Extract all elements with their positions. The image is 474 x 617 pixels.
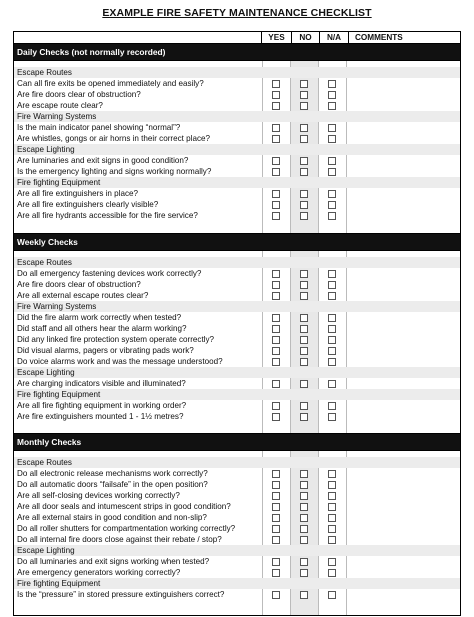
yes-checkbox[interactable] bbox=[272, 347, 280, 355]
checklist-item bbox=[14, 589, 460, 600]
comments-cell[interactable] bbox=[347, 411, 457, 422]
checklist-item bbox=[14, 567, 460, 578]
yes-checkbox[interactable] bbox=[272, 470, 280, 478]
question-text: Are all door seals and intumescent strips in good condition? bbox=[17, 502, 231, 511]
yes-column-header: YES bbox=[261, 32, 291, 44]
section-body bbox=[14, 451, 460, 615]
question-text: Are emergency generators working correctly? bbox=[17, 568, 181, 577]
na-checkbox[interactable] bbox=[328, 481, 336, 489]
subsection-heading bbox=[14, 177, 460, 188]
comments-cell[interactable] bbox=[347, 523, 457, 534]
yes-checkbox[interactable] bbox=[272, 380, 280, 388]
no-checkbox[interactable] bbox=[300, 314, 308, 322]
yes-checkbox[interactable] bbox=[272, 413, 280, 421]
yes-checkbox[interactable] bbox=[272, 201, 280, 209]
checklist-item bbox=[14, 512, 460, 523]
yes-checkbox[interactable] bbox=[272, 168, 280, 176]
question-text: Are all self-closing devices working correctly? bbox=[17, 491, 180, 500]
section-body bbox=[14, 61, 460, 237]
no-checkbox[interactable] bbox=[300, 380, 308, 388]
yes-checkbox[interactable] bbox=[272, 536, 280, 544]
question-text: Did the fire alarm work correctly when tested? bbox=[17, 313, 182, 322]
na-checkbox[interactable] bbox=[328, 380, 336, 388]
question-text: Is the “pressure” in stored pressure extinguishers correct? bbox=[17, 590, 225, 599]
comments-column-header: COMMENTS bbox=[348, 32, 460, 44]
no-checkbox[interactable] bbox=[300, 80, 308, 88]
checklist-item bbox=[14, 210, 460, 221]
checklist-item bbox=[14, 279, 460, 290]
na-checkbox[interactable] bbox=[328, 413, 336, 421]
na-checkbox[interactable] bbox=[328, 558, 336, 566]
checklist-item bbox=[14, 400, 460, 411]
na-checkbox[interactable] bbox=[328, 135, 336, 143]
question-text: Do all electronic release mechanisms work correctly? bbox=[17, 469, 208, 478]
checklist-item bbox=[14, 468, 460, 479]
question-text: Do all automatic doors “failsafe” in the open position? bbox=[17, 480, 208, 489]
na-checkbox[interactable] bbox=[328, 314, 336, 322]
section-body bbox=[14, 251, 460, 435]
question-text: Are all fire extinguishers in place? bbox=[17, 189, 139, 198]
no-checkbox[interactable] bbox=[300, 325, 308, 333]
yes-checkbox[interactable] bbox=[272, 190, 280, 198]
no-checkbox[interactable] bbox=[300, 470, 308, 478]
na-checkbox[interactable] bbox=[328, 281, 336, 289]
comments-cell[interactable] bbox=[347, 589, 457, 600]
checklist-item bbox=[14, 268, 460, 279]
question-text: Are whistles, gongs or air horns in their correct place? bbox=[17, 134, 210, 143]
checklist-item bbox=[14, 334, 460, 345]
question-text: Are fire doors clear of obstruction? bbox=[17, 90, 141, 99]
na-column-header: N/A bbox=[319, 32, 348, 44]
checklist-item bbox=[14, 345, 460, 356]
no-checkbox[interactable] bbox=[300, 492, 308, 500]
comments-cell[interactable] bbox=[347, 378, 457, 389]
no-column-header: NO bbox=[291, 32, 319, 44]
no-checkbox[interactable] bbox=[300, 124, 308, 132]
subsection-label: Escape Routes bbox=[17, 258, 72, 267]
na-checkbox[interactable] bbox=[328, 492, 336, 500]
question-text: Are all fire hydrants accessible for the fire service? bbox=[17, 211, 198, 220]
subsection-label: Fire Warning Systems bbox=[17, 302, 97, 311]
question-text: Is the emergency lighting and signs working normally? bbox=[17, 167, 212, 176]
comments-cell[interactable] bbox=[347, 122, 457, 133]
na-checkbox[interactable] bbox=[328, 347, 336, 355]
subsection-heading bbox=[14, 457, 460, 468]
question-text: Are luminaries and exit signs in good condition? bbox=[17, 156, 189, 165]
subsection-heading bbox=[14, 111, 460, 122]
yes-checkbox[interactable] bbox=[272, 157, 280, 165]
comments-cell[interactable] bbox=[347, 356, 457, 367]
question-text: Do all luminaries and exit signs working when tested? bbox=[17, 557, 210, 566]
subsection-label: Fire Warning Systems bbox=[17, 112, 97, 121]
comments-cell[interactable] bbox=[347, 210, 457, 221]
na-checkbox[interactable] bbox=[328, 536, 336, 544]
question-text: Do voice alarms work and was the message understood? bbox=[17, 357, 223, 366]
subsection-heading bbox=[14, 389, 460, 400]
section-title: Weekly Checks bbox=[14, 234, 460, 251]
na-checkbox[interactable] bbox=[328, 168, 336, 176]
na-checkbox[interactable] bbox=[328, 470, 336, 478]
no-checkbox[interactable] bbox=[300, 413, 308, 421]
question-text: Did visual alarms, pagers or vibrating pads work? bbox=[17, 346, 194, 355]
no-checkbox[interactable] bbox=[300, 569, 308, 577]
yes-checkbox[interactable] bbox=[272, 525, 280, 533]
na-checkbox[interactable] bbox=[328, 91, 336, 99]
checklist-item bbox=[14, 490, 460, 501]
question-text: Are all fire extinguishers clearly visible? bbox=[17, 200, 159, 209]
checklist-item bbox=[14, 479, 460, 490]
question-text: Are fire doors clear of obstruction? bbox=[17, 280, 141, 289]
na-checkbox[interactable] bbox=[328, 292, 336, 300]
section-monthly-checks bbox=[13, 433, 461, 616]
checklist-item bbox=[14, 100, 460, 111]
question-text: Can all fire exits be opened immediately and easily? bbox=[17, 79, 204, 88]
yes-checkbox[interactable] bbox=[272, 292, 280, 300]
question-text: Are escape route clear? bbox=[17, 101, 103, 110]
subsection-label: Escape Routes bbox=[17, 458, 72, 467]
section-weekly-checks bbox=[13, 233, 461, 436]
na-checkbox[interactable] bbox=[328, 402, 336, 410]
comments-cell[interactable] bbox=[347, 345, 457, 356]
no-checkbox[interactable] bbox=[300, 135, 308, 143]
checklist-item bbox=[14, 155, 460, 166]
yes-checkbox[interactable] bbox=[272, 281, 280, 289]
comments-cell[interactable] bbox=[347, 155, 457, 166]
na-checkbox[interactable] bbox=[328, 157, 336, 165]
yes-checkbox[interactable] bbox=[272, 569, 280, 577]
no-checkbox[interactable] bbox=[300, 201, 308, 209]
subsection-label: Escape Lighting bbox=[17, 145, 75, 154]
comments-cell[interactable] bbox=[347, 89, 457, 100]
section-title: Daily Checks (not normally recorded) bbox=[14, 44, 460, 61]
checklist-item bbox=[14, 290, 460, 301]
na-checkbox[interactable] bbox=[328, 80, 336, 88]
checklist-item bbox=[14, 312, 460, 323]
subsection-heading bbox=[14, 545, 460, 556]
question-text: Is the main indicator panel showing “normal”? bbox=[17, 123, 181, 132]
yes-checkbox[interactable] bbox=[272, 481, 280, 489]
checklist-item bbox=[14, 323, 460, 334]
yes-checkbox[interactable] bbox=[272, 270, 280, 278]
no-checkbox[interactable] bbox=[300, 270, 308, 278]
checklist-item bbox=[14, 411, 460, 422]
checklist-item bbox=[14, 523, 460, 534]
yes-checkbox[interactable] bbox=[272, 124, 280, 132]
question-text: Do all roller shutters for compartmentation working correctly? bbox=[17, 524, 236, 533]
no-checkbox[interactable] bbox=[300, 525, 308, 533]
yes-checkbox[interactable] bbox=[272, 325, 280, 333]
question-text: Are fire extinguishers mounted 1 - 1½ metres? bbox=[17, 412, 184, 421]
subsection-heading bbox=[14, 578, 460, 589]
comments-cell[interactable] bbox=[347, 100, 457, 111]
na-checkbox[interactable] bbox=[328, 514, 336, 522]
checklist-item bbox=[14, 199, 460, 210]
no-checkbox[interactable] bbox=[300, 402, 308, 410]
no-checkbox[interactable] bbox=[300, 347, 308, 355]
checklist-item bbox=[14, 133, 460, 144]
no-checkbox[interactable] bbox=[300, 358, 308, 366]
no-checkbox[interactable] bbox=[300, 536, 308, 544]
subsection-label: Fire fighting Equipment bbox=[17, 390, 101, 399]
section-daily-checks bbox=[13, 43, 461, 238]
yes-checkbox[interactable] bbox=[272, 358, 280, 366]
comments-cell[interactable] bbox=[347, 166, 457, 177]
comments-cell[interactable] bbox=[347, 534, 457, 545]
yes-checkbox[interactable] bbox=[272, 558, 280, 566]
question-text: Did any linked fire protection system operate correctly? bbox=[17, 335, 215, 344]
checklist-item bbox=[14, 556, 460, 567]
no-checkbox[interactable] bbox=[300, 292, 308, 300]
checklist-item bbox=[14, 78, 460, 89]
subsection-label: Fire fighting Equipment bbox=[17, 579, 101, 588]
no-checkbox[interactable] bbox=[300, 91, 308, 99]
na-checkbox[interactable] bbox=[328, 270, 336, 278]
checklist-item bbox=[14, 534, 460, 545]
no-checkbox[interactable] bbox=[300, 190, 308, 198]
yes-checkbox[interactable] bbox=[272, 135, 280, 143]
checklist-item bbox=[14, 188, 460, 199]
question-text: Are all fire fighting equipment in working order? bbox=[17, 401, 187, 410]
no-checkbox[interactable] bbox=[300, 281, 308, 289]
no-checkbox[interactable] bbox=[300, 591, 308, 599]
subsection-heading bbox=[14, 301, 460, 312]
na-checkbox[interactable] bbox=[328, 201, 336, 209]
comments-cell[interactable] bbox=[347, 490, 457, 501]
yes-checkbox[interactable] bbox=[272, 102, 280, 110]
comments-cell[interactable] bbox=[347, 567, 457, 578]
comments-cell[interactable] bbox=[347, 323, 457, 334]
subsection-heading bbox=[14, 367, 460, 378]
subsection-label: Fire fighting Equipment bbox=[17, 178, 101, 187]
comments-cell[interactable] bbox=[347, 479, 457, 490]
subsection-label: Escape Routes bbox=[17, 68, 72, 77]
na-checkbox[interactable] bbox=[328, 336, 336, 344]
no-checkbox[interactable] bbox=[300, 157, 308, 165]
na-checkbox[interactable] bbox=[328, 102, 336, 110]
yes-checkbox[interactable] bbox=[272, 514, 280, 522]
no-checkbox[interactable] bbox=[300, 503, 308, 511]
checklist-item bbox=[14, 378, 460, 389]
yes-checkbox[interactable] bbox=[272, 80, 280, 88]
yes-checkbox[interactable] bbox=[272, 492, 280, 500]
na-checkbox[interactable] bbox=[328, 212, 336, 220]
na-checkbox[interactable] bbox=[328, 503, 336, 511]
subsection-heading bbox=[14, 257, 460, 268]
comments-cell[interactable] bbox=[347, 188, 457, 199]
question-text: Do all emergency fastening devices work correctly? bbox=[17, 269, 202, 278]
na-checkbox[interactable] bbox=[328, 358, 336, 366]
checklist-item bbox=[14, 501, 460, 512]
comments-cell[interactable] bbox=[347, 468, 457, 479]
na-checkbox[interactable] bbox=[328, 124, 336, 132]
na-checkbox[interactable] bbox=[328, 569, 336, 577]
comments-cell[interactable] bbox=[347, 279, 457, 290]
comments-cell[interactable] bbox=[347, 199, 457, 210]
comments-cell[interactable] bbox=[347, 133, 457, 144]
checklist-item bbox=[14, 122, 460, 133]
comments-cell[interactable] bbox=[347, 512, 457, 523]
subsection-heading bbox=[14, 67, 460, 78]
yes-checkbox[interactable] bbox=[272, 591, 280, 599]
section-title: Monthly Checks bbox=[14, 434, 460, 451]
no-checkbox[interactable] bbox=[300, 336, 308, 344]
document-title: EXAMPLE FIRE SAFETY MAINTENANCE CHECKLIST bbox=[102, 7, 372, 19]
yes-checkbox[interactable] bbox=[272, 503, 280, 511]
no-checkbox[interactable] bbox=[300, 558, 308, 566]
comments-cell[interactable] bbox=[347, 268, 457, 279]
no-checkbox[interactable] bbox=[300, 168, 308, 176]
comments-cell[interactable] bbox=[347, 312, 457, 323]
subsection-label: Escape Lighting bbox=[17, 546, 75, 555]
yes-checkbox[interactable] bbox=[272, 336, 280, 344]
comments-cell[interactable] bbox=[347, 78, 457, 89]
checklist-item bbox=[14, 89, 460, 100]
yes-checkbox[interactable] bbox=[272, 314, 280, 322]
checklist-item bbox=[14, 356, 460, 367]
na-checkbox[interactable] bbox=[328, 525, 336, 533]
subsection-label: Escape Lighting bbox=[17, 368, 75, 377]
checklist-item bbox=[14, 166, 460, 177]
question-text: Are all external escape routes clear? bbox=[17, 291, 149, 300]
question-text: Do all internal fire doors close against their rebate / stop? bbox=[17, 535, 222, 544]
yes-checkbox[interactable] bbox=[272, 91, 280, 99]
question-text: Did staff and all others hear the alarm working? bbox=[17, 324, 187, 333]
na-checkbox[interactable] bbox=[328, 190, 336, 198]
na-checkbox[interactable] bbox=[328, 325, 336, 333]
question-text: Are charging indicators visible and illuminated? bbox=[17, 379, 186, 388]
comments-cell[interactable] bbox=[347, 556, 457, 567]
no-checkbox[interactable] bbox=[300, 514, 308, 522]
na-checkbox[interactable] bbox=[328, 591, 336, 599]
comments-cell[interactable] bbox=[347, 400, 457, 411]
yes-checkbox[interactable] bbox=[272, 402, 280, 410]
question-text: Are all external stairs in good condition and non-slip? bbox=[17, 513, 207, 522]
no-checkbox[interactable] bbox=[300, 102, 308, 110]
no-checkbox[interactable] bbox=[300, 212, 308, 220]
comments-cell[interactable] bbox=[347, 334, 457, 345]
comments-cell[interactable] bbox=[347, 290, 457, 301]
subsection-heading bbox=[14, 144, 460, 155]
comments-cell[interactable] bbox=[347, 501, 457, 512]
no-checkbox[interactable] bbox=[300, 481, 308, 489]
yes-checkbox[interactable] bbox=[272, 212, 280, 220]
